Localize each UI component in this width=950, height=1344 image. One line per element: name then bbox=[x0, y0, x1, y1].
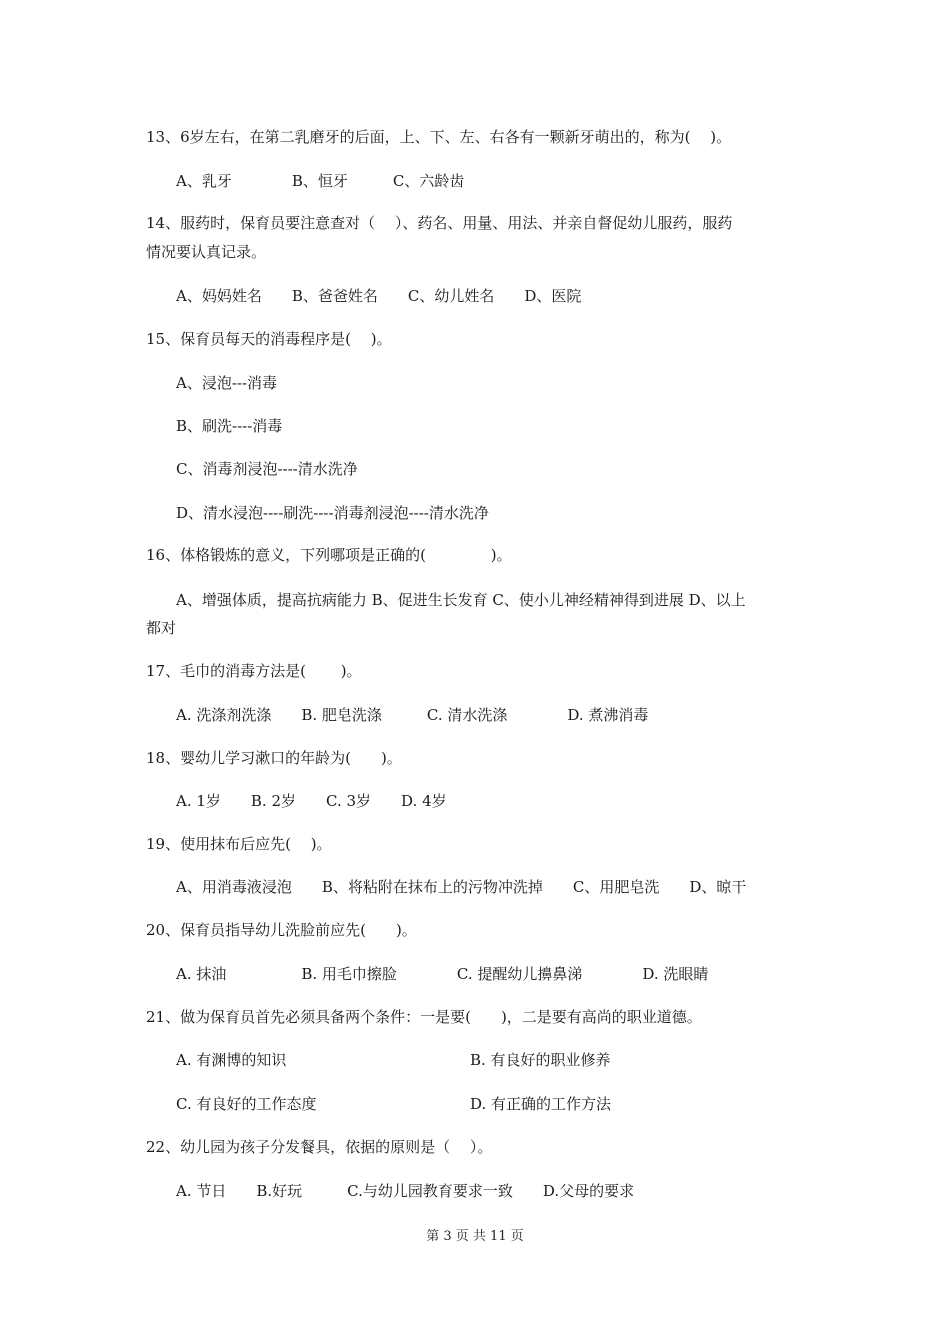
question-15-option-d: D、清水浸泡----刷洗----消毒剂浸泡----清水洗净 bbox=[176, 504, 489, 522]
question-21-option-c: C. 有良好的工作态度 bbox=[176, 1095, 317, 1113]
question-13-options: A、乳牙 B、恒牙 C、六龄齿 bbox=[176, 172, 465, 190]
question-22-options: A. 节日 B.好玩 C.与幼儿园教育要求一致 D.父母的要求 bbox=[176, 1182, 635, 1200]
question-21-option-d: D. 有正确的工作方法 bbox=[470, 1095, 612, 1113]
question-14-stem: 14、服药时，保育员要注意查对（ ）、药名、用量、用法、并亲自督促幼儿服药，服药 bbox=[146, 214, 733, 232]
question-19-options: A、用消毒液浸泡 B、将粘附在抹布上的污物冲洗掉 C、用肥皂洗 D、晾干 bbox=[176, 878, 747, 896]
question-17-options: A. 洗涤剂洗涤 B. 肥皂洗涤 C. 清水洗涤 D. 煮沸消毒 bbox=[176, 706, 649, 724]
question-15-option-c: C、消毒剂浸泡----清水洗净 bbox=[176, 460, 358, 478]
question-21-stem: 21、做为保育员首先必须具备两个条件：一是要( )，二是要有高尚的职业道德。 bbox=[146, 1008, 702, 1026]
question-19-stem: 19、使用抹布后应先( )。 bbox=[146, 835, 332, 853]
question-22-stem: 22、幼儿园为孩子分发餐具，依据的原则是（ ）。 bbox=[146, 1138, 493, 1156]
question-16-options-continued: 都对 bbox=[146, 619, 177, 637]
question-18-options: A. 1岁 B. 2岁 C. 3岁 D. 4岁 bbox=[176, 792, 447, 810]
question-13-stem: 13、6岁左右，在第二乳磨牙的后面，上、下、左、右各有一颗新牙萌出的，称为( )。 bbox=[146, 128, 732, 146]
question-16-stem: 16、体格锻炼的意义，下列哪项是正确的( )。 bbox=[146, 546, 512, 564]
question-20-options: A. 抹油 B. 用毛巾擦脸 C. 提醒幼儿擤鼻涕 D. 洗眼睛 bbox=[176, 965, 709, 983]
question-14-stem-continued: 情况要认真记录。 bbox=[146, 243, 267, 261]
question-15-option-a: A、浸泡---消毒 bbox=[176, 374, 278, 392]
question-14-options: A、妈妈姓名 B、爸爸姓名 C、幼儿姓名 D、医院 bbox=[176, 287, 582, 305]
question-15-option-b: B、刷洗----消毒 bbox=[176, 417, 283, 435]
question-21-option-b: B. 有良好的职业修养 bbox=[470, 1051, 611, 1069]
question-16-options: A、增强体质，提高抗病能力 B、促进生长发育 C、使小儿神经精神得到进展 D、以上 bbox=[176, 591, 746, 609]
question-21-option-a: A. 有渊博的知识 bbox=[176, 1051, 287, 1069]
question-18-stem: 18、婴幼儿学习漱口的年龄为( )。 bbox=[146, 749, 402, 767]
question-20-stem: 20、保育员指导幼儿洗脸前应先( )。 bbox=[146, 921, 417, 939]
question-17-stem: 17、毛巾的消毒方法是( )。 bbox=[146, 662, 362, 680]
page-footer: 第 3 页 共 11 页 bbox=[426, 1229, 524, 1244]
question-15-stem: 15、保育员每天的消毒程序是( )。 bbox=[146, 330, 392, 348]
